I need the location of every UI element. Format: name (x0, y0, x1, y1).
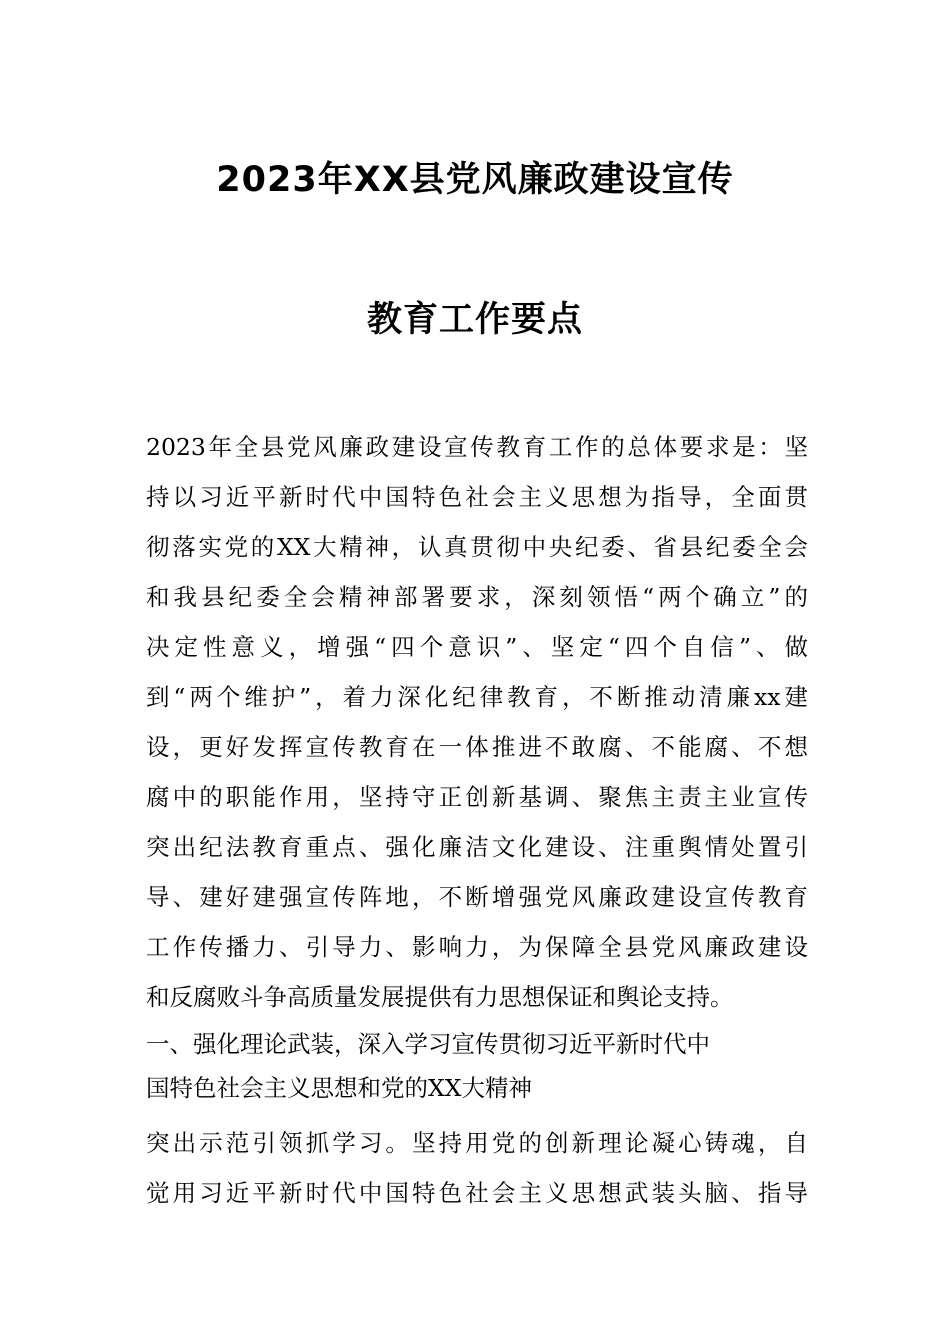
paragraph-line: 2023年全县党风廉政建设宣传教育工作的总体要求是：坚 (146, 433, 808, 461)
paragraph-line: 和我县纪委全会精神部署要求，深刻领悟“两个确立”的 (146, 583, 808, 611)
paragraph-line: 设，更好发挥宣传教育在一体推进不敢腐、不能腐、不想 (146, 733, 808, 761)
document-title-line-1: 2023年XX县党风廉政建设宣传 (216, 160, 734, 200)
document-title-line-2: 教育工作要点 (366, 300, 583, 340)
paragraph-line: 突出纪法教育重点、强化廉洁文化建设、注重舆情处置引 (146, 833, 808, 861)
paragraph-line: 觉用习近平新时代中国特色社会主义思想武装头脑、指导 (146, 1179, 808, 1207)
paragraph-study-guidance (146, 1118, 808, 1218)
paragraph-line: 工作传播力、引导力、影响力，为保障全县党风廉政建设 (146, 933, 808, 961)
paragraph-line: 持以习近平新时代中国特色社会主义思想为指导，全面贯 (146, 483, 808, 511)
paragraph-overall-requirements (146, 422, 808, 1022)
section-heading-1 (146, 1022, 808, 1110)
paragraph-line: 决定性意义，增强“四个意识”、坚定“四个自信”、做 (146, 633, 808, 661)
heading-line: 一、强化理论武装，深入学习宣传贯彻习近平新时代中 (146, 1030, 710, 1058)
heading-line: 国特色社会主义思想和党的XX大精神 (146, 1074, 532, 1102)
paragraph-line: 突出示范引领抓学习。坚持用党的创新理论凝心铸魂，自 (146, 1129, 808, 1157)
paragraph-line: 导、建好建强宣传阵地，不断增强党风廉政建设宣传教育 (146, 883, 808, 911)
paragraph-line: 和反腐败斗争高质量发展提供有力思想保证和舆论支持。 (146, 983, 734, 1011)
paragraph-line: 彻落实党的XX大精神，认真贯彻中央纪委、省县纪委全会 (146, 533, 808, 561)
paragraph-line: 腐中的职能作用，坚持守正创新基调、聚焦主责主业宣传 (146, 783, 808, 811)
paragraph-line: 到“两个维护”，着力深化纪律教育，不断推动清廉xx建 (146, 683, 808, 711)
